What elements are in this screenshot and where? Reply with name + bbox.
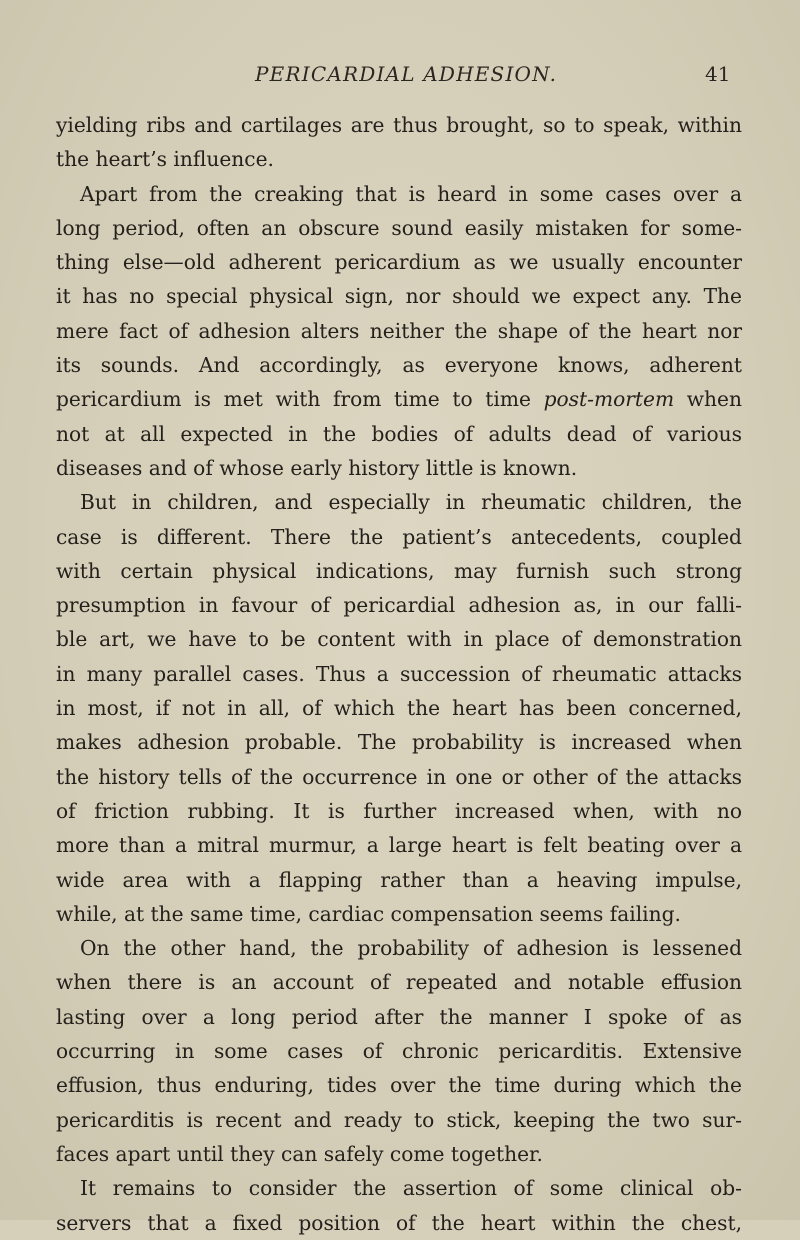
running-title: PERICARDIAL ADHESION. [255, 62, 558, 86]
text-line: presumption in favour of pericardial adhesion as, in our falli- [56, 593, 742, 618]
text-line: not at all expected in the bodies of adults dead of various [56, 421, 742, 446]
text-line: in most, if not in all, of which the heart has been concerned, [56, 696, 742, 721]
text-line: diseases and of whose early history little is known. [56, 455, 578, 480]
text-line: the history tells of the occurrence in one or other of the attacks [56, 764, 742, 789]
text-line: But in children, and especially in rheumatic children, the [80, 490, 742, 515]
text-line: its sounds. And accordingly, as everyone knows, adherent [56, 353, 742, 378]
text-line: more than a mitral murmur, a large heart is felt beating over a [56, 833, 742, 858]
text-line: pericarditis is recent and ready to stick, keeping the two sur- [56, 1107, 742, 1132]
text-line: wide area with a flapping rather than a heaving impulse, [56, 867, 742, 892]
text-line: mere fact of adhesion alters neither the shape of the heart nor [56, 318, 742, 343]
text-line: of friction rubbing. It is further increased when, with no [56, 798, 742, 823]
text-line: occurring in some cases of chronic pericarditis. Extensive [56, 1039, 742, 1064]
text-segment: pericardium is met with from time to time [56, 387, 544, 412]
text-line: thing else—old adherent pericardium as we usually encounter [56, 250, 742, 275]
text-line: yielding ribs and cartilages are thus brought, so to speak, within [56, 113, 742, 137]
text-line: in many parallel cases. Thus a succession of rheumatic attacks [56, 661, 742, 686]
text-line: effusion, thus enduring, tides over the time during which the [56, 1073, 742, 1098]
text-line: On the other hand, the probability of adhesion is lessened [80, 936, 742, 961]
text-line: faces apart until they can safely come together. [56, 1141, 543, 1166]
page-number: 41 [705, 62, 731, 86]
text-line: with certain physical indications, may furnish such strong [56, 558, 742, 583]
text-line: ble art, we have to be content with in place of demonstration [56, 627, 742, 652]
text-line: while, at the same time, cardiac compensation seems failing. [56, 901, 681, 926]
text-line: case is different. There the patient’s antecedents, coupled [56, 524, 742, 549]
text-line: the heart’s influence. [56, 147, 274, 172]
text-line: when there is an account of repeated and notable effusion [56, 970, 742, 995]
text-line: It remains to consider the assertion of some clinical ob- [80, 1176, 742, 1201]
text-segment: when [674, 387, 742, 412]
text-line: Apart from the creaking that is heard in some cases over a [80, 181, 742, 206]
text-line: servers that a fixed position of the heart within the chest, [56, 1210, 742, 1235]
text-line: it has no special physical sign, nor should we expect any. The [56, 284, 742, 309]
text-line-with-italic [56, 382, 742, 416]
text-line: long period, often an obscure sound easily mistaken for some- [56, 215, 742, 240]
italic-term: post-mortem [543, 387, 675, 412]
text-line: lasting over a long period after the manner I spoke of as [56, 1004, 742, 1029]
text-line: makes adhesion probable. The probability is increased when [56, 730, 742, 755]
body-text [56, 108, 742, 1240]
page-header [0, 62, 800, 92]
